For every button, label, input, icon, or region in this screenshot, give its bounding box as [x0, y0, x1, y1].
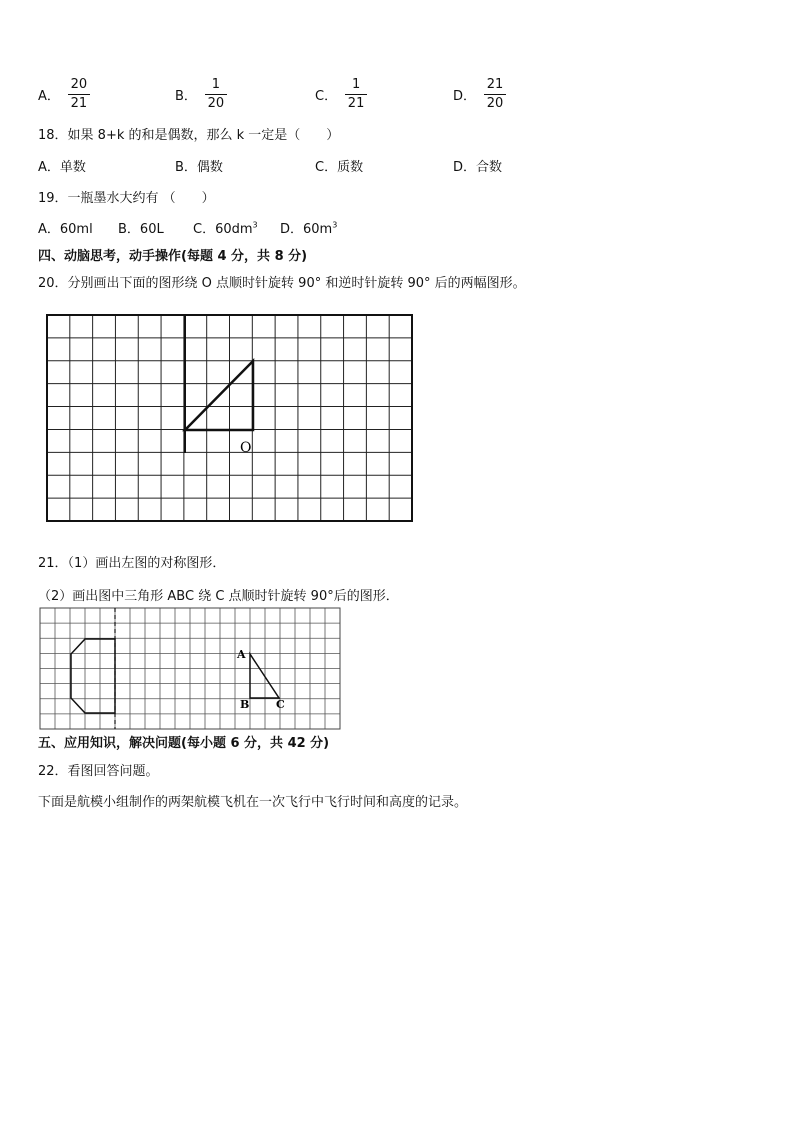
fraction: $\frac{1}{20}$: [205, 78, 227, 111]
option-label: D．: [453, 89, 477, 104]
grid-lines: [47, 315, 412, 521]
option-label: A．: [38, 89, 60, 104]
q17-option-b[interactable]: [175, 78, 227, 111]
q19-option-a[interactable]: A．60ml: [38, 222, 93, 237]
label-a: A: [237, 648, 246, 661]
q18-option-b[interactable]: B．偶数: [175, 160, 223, 175]
option-label: C．: [315, 89, 338, 104]
q17-option-a[interactable]: [38, 78, 90, 111]
point-o-label: O: [240, 440, 252, 456]
fraction: $\frac{20}{21}$: [68, 78, 90, 111]
q19-stem: 19．一瓶墨水大约有 （ ）: [38, 191, 215, 206]
q21-part1: 21．（1）画出左图的对称图形．: [38, 556, 226, 571]
q19-option-b[interactable]: B．60L: [118, 222, 164, 237]
grid-lines: [40, 608, 340, 729]
q20-grid-figure: [47, 315, 413, 522]
q21-part2: （2）画出图中三角形 ABC 绕 C 点顺时针旋转 90°后的图形．: [38, 589, 399, 604]
fraction: $\frac{21}{20}$: [484, 78, 506, 111]
q17-option-c[interactable]: [315, 78, 367, 111]
q18-stem: 18．如果 8+k 的和是偶数，那么 k 一定是（ ）: [38, 128, 340, 143]
q19-option-d[interactable]: D．$60m^3$: [280, 220, 338, 237]
q22-text: 下面是航模小组制作的两架航模飞机在一次飞行中飞行时间和高度的记录。: [38, 795, 468, 810]
label-c: C: [276, 698, 285, 711]
q18-option-c[interactable]: C．质数: [315, 160, 364, 175]
q18-option-a[interactable]: A．单数: [38, 160, 86, 175]
q17-option-d[interactable]: [453, 78, 506, 111]
q21-grid-figure: [40, 608, 342, 730]
label-b: B: [240, 698, 250, 711]
q19-option-c[interactable]: C．$60dm^3$: [193, 220, 258, 237]
triangle-shape: [185, 361, 253, 430]
fraction: $\frac{1}{21}$: [345, 78, 367, 111]
left-polygon-shape: [71, 639, 115, 713]
q22-stem: 22．看图回答问题。: [38, 764, 159, 779]
option-label: B．: [175, 89, 197, 104]
triangle-abc: [250, 654, 279, 698]
q20-stem: 20．分别画出下面的图形绕 O 点顺时针旋转 90° 和逆时针旋转 90° 后的两幅图形。: [38, 276, 526, 291]
section-5-title: 五、应用知识，解决问题(每小题 6 分，共 42 分): [38, 736, 330, 751]
q18-option-d[interactable]: D．合数: [453, 160, 503, 175]
section-4-title: 四、动脑思考，动手操作(每题 4 分，共 8 分): [38, 249, 308, 264]
